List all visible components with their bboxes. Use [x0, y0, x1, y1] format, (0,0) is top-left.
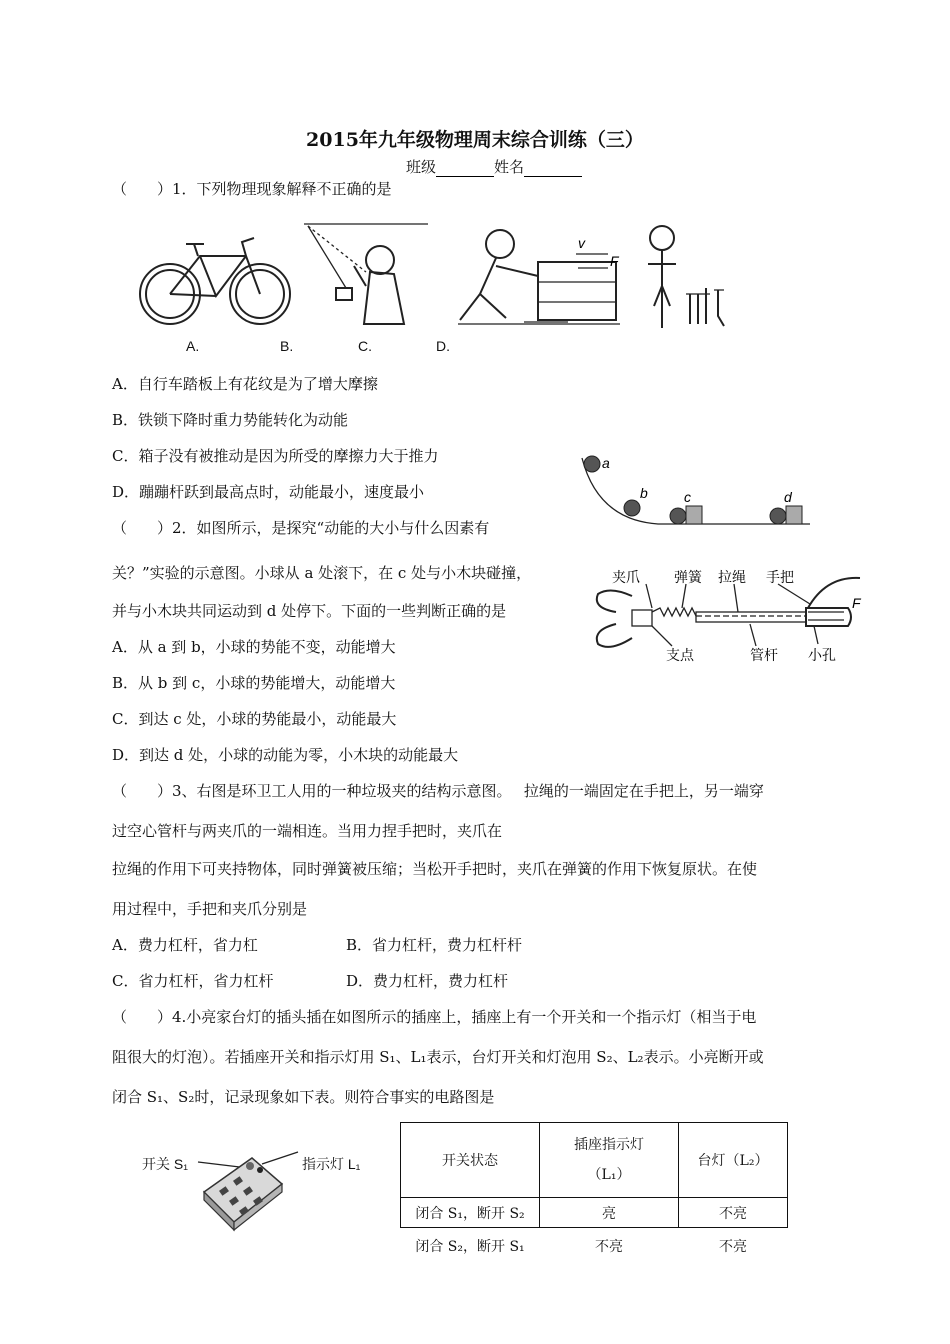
- table-header-indicator-symbol: （L₁）: [587, 1167, 631, 1183]
- q2-option-d: D．到达 d 处，小球的动能为零，小木块的动能最大: [112, 746, 459, 764]
- student-info: [406, 156, 582, 177]
- q3-line-1: （ ）3、右图是环卫工人用的一种垃圾夹的结构示意图。 拉绳的一端固定在手把上，另一端穿: [112, 782, 764, 800]
- q2-line-1: （ ）2．如图所示，是探究“动能的大小与什么因素有: [112, 519, 490, 537]
- indicator-light-icon: [257, 1167, 263, 1173]
- q1-stem: （ ）1．下列物理现象解释不正确的是: [112, 180, 392, 198]
- pendulum-figure: [304, 224, 428, 324]
- q2-option-b: B．从 b 到 c，小球的势能增大，动能增大: [112, 674, 396, 692]
- q3-option-b: B．省力杠杆，费力杠杆杆: [346, 936, 523, 954]
- clamp-label-handle: 手把: [766, 569, 794, 585]
- table-header-lamp: 台灯（L₂）: [679, 1123, 788, 1198]
- clamp-label-rope: 拉绳: [718, 569, 746, 585]
- power-strip-figure: [190, 1140, 310, 1240]
- q2-option-a: A．从 a 到 b，小球的势能不变，动能增大: [112, 638, 396, 656]
- ramp-label-d: d: [784, 489, 792, 505]
- q3-option-a: A．费力杠杆，省力杠: [112, 936, 258, 954]
- table-cell: 闭合 S₂，断开 S₁: [415, 1238, 525, 1255]
- q4-line-1: （ ）4.小亮家台灯的插头插在如图所示的插座上，插座上有一个开关和一个指示灯（相当于电: [112, 1008, 757, 1026]
- q3-line-2: 过空心管杆与两夹爪的一端相连。当用力捏手把时，夹爪在: [112, 822, 503, 840]
- push-box-figure: [458, 230, 620, 324]
- figB-F-label: F: [610, 253, 619, 269]
- ramp-label-b: b: [640, 485, 648, 501]
- socket-switch-label: 开关 S₁: [142, 1156, 188, 1172]
- table-cell: 亮: [540, 1198, 679, 1228]
- table-row: [401, 1198, 788, 1228]
- table-cell: 闭合 S₁，断开 S₂: [401, 1198, 540, 1228]
- q4-line-2: 阻很大的灯泡）。若插座开关和指示灯用 S₁、L₁表示，台灯开关和灯泡用 S₂、L₂表示。小亮断开或: [112, 1048, 764, 1066]
- q3-option-c: C．省力杠杆，省力杠杆: [112, 972, 274, 990]
- ramp-figure: [578, 450, 814, 532]
- trash-clamp-figure: [586, 568, 870, 664]
- q3-option-d: D．费力杠杆，费力杠杆: [346, 972, 509, 990]
- clamp-label-force: F: [852, 595, 861, 611]
- q2-line-3: 并与小木块共同运动到 d 处停下。下面的一些判断正确的是: [112, 602, 507, 620]
- clamp-label-tube: 管杆: [750, 647, 778, 663]
- name-blank: [524, 161, 582, 177]
- table-header-state: 开关状态: [401, 1123, 540, 1198]
- class-blank: [436, 161, 494, 177]
- class-label: 班级: [406, 158, 437, 176]
- switch-state-table: [400, 1122, 788, 1264]
- q1-option-b: B．铁锁下降时重力势能转化为动能: [112, 411, 349, 429]
- table-cell: 不亮: [679, 1198, 788, 1228]
- table-header-indicator-label: 插座指示灯: [574, 1137, 644, 1153]
- q2-option-c: C．到达 c 处，小球的势能最小，动能最大: [112, 710, 397, 728]
- q1-figures: [128, 216, 768, 338]
- q1-option-c: C．箱子没有被推动是因为所受的摩擦力大于推力: [112, 447, 439, 465]
- page-title: 2015年九年级物理周末综合训练（三）: [306, 129, 644, 151]
- table-row: [401, 1228, 788, 1264]
- pogo-stick-figure: [648, 226, 724, 328]
- clamp-label-fulcrum: 支点: [666, 647, 694, 663]
- q3-line-4: 用过程中，手把和夹爪分别是: [112, 900, 308, 918]
- q1-option-d: D．蹦蹦杆跃到最高点时，动能最小，速度最小: [112, 483, 425, 501]
- figB-v-label: v: [578, 235, 585, 251]
- q2-line-2: 关？”实验的示意图。小球从 a 处滚下，在 c 处与小木块碰撞，: [112, 564, 532, 582]
- q1-fig-label-a: A.: [186, 338, 200, 354]
- socket-lamp-label: 指示灯 L₁: [302, 1156, 361, 1172]
- switch-icon: [246, 1162, 254, 1170]
- q3-line-3: 拉绳的作用下可夹持物体，同时弹簧被压缩；当松开手把时，夹爪在弹簧的作用下恢复原状。在使: [112, 860, 758, 878]
- q1-option-a: A．自行车踏板上有花纹是为了增大摩擦: [112, 375, 378, 393]
- clamp-label-hole: 小孔: [808, 647, 836, 663]
- table-header-indicator: [540, 1123, 679, 1198]
- q4-line-3: 闭合 S₁、S₂时，记录现象如下表。则符合事实的电路图是: [112, 1088, 495, 1106]
- bicycle-figure: [140, 238, 290, 324]
- clamp-label-claw: 夹爪: [612, 569, 640, 585]
- q1-fig-label-b: B.: [280, 338, 294, 354]
- table-cell: 不亮: [595, 1238, 623, 1255]
- table-cell: 不亮: [719, 1238, 747, 1255]
- q1-fig-label-c: C.: [358, 338, 372, 354]
- name-label: 姓名: [494, 158, 525, 176]
- ramp-label-c: c: [684, 489, 691, 505]
- ramp-label-a: a: [602, 455, 610, 471]
- clamp-label-spring: 弹簧: [674, 569, 702, 585]
- q1-fig-label-d: D.: [436, 338, 450, 354]
